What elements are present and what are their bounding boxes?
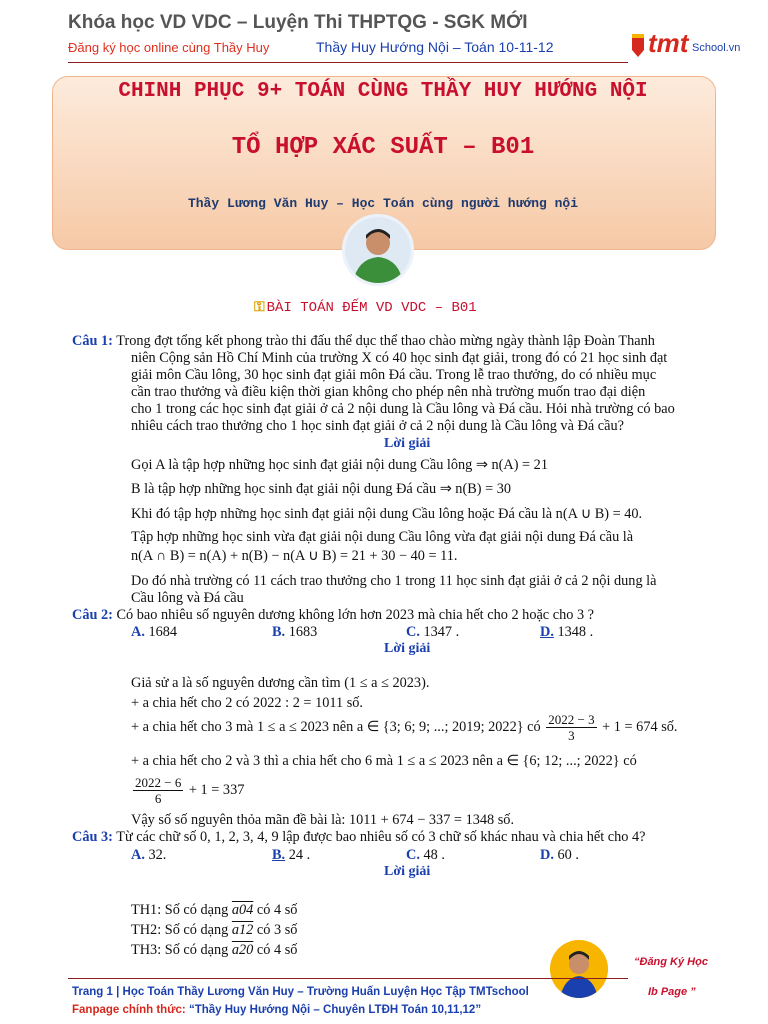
course-title: Khóa học VD VDC – Luyện Thi THPTQG - SGK MỚI [68, 12, 528, 33]
avatar-icon [345, 217, 411, 283]
header-subtitle: Thầy Huy Hướng Nội – Toán 10-11-12 [316, 39, 554, 55]
pencil-icon [628, 32, 648, 58]
q2-fraction-2: $\frac{2022 - 6}{6}$ [135, 775, 182, 806]
register-text: Đăng ký học online cùng Thầy Huy [68, 40, 270, 55]
q2-sol-3: + a chia hết cho 3 mà 1 ≤ a ≤ 2023 nên a ∈ {3; 6; 9; ...; 2019; 2022} có $\frac{2022 - 3}{3}$ + 1 = 674 số. [131, 712, 678, 743]
page-footer: Trang 1 | Học Toán Thầy Lương Văn Huy – Trường Huấn Luyện Học Tập TMTschool [72, 986, 529, 998]
q1-sol-1: Gọi A là tập hợp những học sinh đạt giải nội dung Cầu lông ⇒ n(A) = 21 [131, 457, 548, 473]
section-title-text: BÀI TOÁN ĐẾM VD VDC – B01 [266, 300, 477, 316]
logo-suffix: School.vn [692, 42, 741, 54]
q1-solution-label: Lời giải [384, 436, 431, 451]
fanpage-name[interactable]: “Thầy Huy Hướng Nội – Chuyên LTĐH Toán 10,11,12” [185, 1004, 482, 1016]
q1-sol-3: Khi đó tập hợp những học sinh đạt giải nội dung Cầu lông hoặc Đá cầu là n(A ∪ B) = 40. [131, 506, 643, 522]
q2-sol-2: + a chia hết cho 2 có 2022 : 2 = 1011 số. [131, 695, 363, 711]
q1-sol-5: n(A ∩ B) = n(A) + n(B) − n(A ∪ B) = 21 + 30 − 40 = 11. [131, 548, 458, 564]
q1-sol-7: Cầu lông và Đá cầu [131, 590, 244, 606]
q1-line-2: niên Cộng sản Hồ Chí Minh của trường X có 40 học sinh đạt giải, trong đó có 21 học sinh đạt [131, 350, 668, 366]
q1-line-6: nhiêu cách trao thưởng cho 1 học sinh đạt giải ở cả 2 nội dung là Cầu lông và Đá cầu? [131, 418, 624, 434]
q3-text: Từ các chữ số 0, 1, 2, 3, 4, 9 lập được bao nhiêu số có 3 chữ số khác nhau và chia hết cho 4? [116, 829, 646, 845]
q1-text: Trong đợt tổng kết phong trào thi đấu thể dục thể thao chào mừng ngày thành lập Đoàn Thanh [116, 333, 655, 349]
q2-text: Có bao nhiêu số nguyên dương không lớn hơn 2023 mà chia hết cho 2 hoặc cho 3 ? [116, 607, 595, 623]
q3-option-a: A. 32. [131, 847, 167, 863]
fanpage-label: Fanpage chính thức: [72, 1004, 186, 1016]
q3-case-1: TH1: Số có dạng a04 có 4 số [131, 902, 298, 918]
q1-line-5: cho 1 trong các học sinh đạt giải ở cả 2 nội dung là Cầu lông và Đá cầu. Hỏi nhà trường có bao [131, 401, 675, 417]
q3-case-3: TH3: Số có dạng a20 có 4 số [131, 942, 298, 958]
fanpage-line [72, 1004, 481, 1016]
q1-line-1 [72, 333, 655, 350]
inbox-page-cta[interactable]: Ib Page ” [648, 986, 696, 998]
teacher-avatar [342, 214, 414, 286]
q3-line [72, 829, 646, 846]
q2-solution-label: Lời giải [384, 641, 431, 656]
q3-label: Câu 3: [72, 829, 113, 845]
q2-option-d: D. 1348 . [540, 624, 594, 640]
q1-sol-2: B là tập hợp những học sinh đạt giải nội dung Đá cầu ⇒ n(B) = 30 [131, 481, 512, 497]
q2-sol-4: + a chia hết cho 2 và 3 thì a chia hết cho 6 mà 1 ≤ a ≤ 2023 nên a ∈ {6; 12; ...; 2022} có [131, 753, 637, 769]
logo-text: tmt [648, 28, 689, 58]
q1-label: Câu 1: [72, 333, 113, 349]
q1-sol-6: Do đó nhà trường có 11 cách trao thưởng cho 1 trong 11 học sinh đạt giải ở cả 2 nội dung là [131, 573, 657, 589]
q3-option-b: B. 24 . [272, 847, 311, 863]
q2-option-a: A. 1684 [131, 624, 178, 640]
header-divider [68, 62, 628, 63]
section-title [254, 300, 477, 316]
teacher-tagline: Thầy Lương Văn Huy – Học Toán cùng người hướng nội [187, 196, 579, 211]
q2-option-b: B. 1683 [272, 624, 318, 640]
q1-sol-4: Tập hợp những học sinh vừa đạt giải nội dung Cầu lông vừa đạt giải nội dung Đá cầu là [131, 529, 634, 545]
q2-sol-5: $\frac{2022 - 6}{6}$ + 1 = 337 [135, 775, 245, 806]
q1-line-3: giải môn Cầu lông, 30 học sinh đạt giải môn Đá cầu. Trong lễ trao thưởng, do có nhiều mục [131, 367, 657, 383]
tmtschool-logo [628, 28, 740, 64]
footer-divider [68, 978, 628, 979]
q2-fraction-1: $\frac{2022 - 3}{3}$ [548, 712, 595, 743]
q3-case-2: TH2: Số có dạng a12 có 3 số [131, 922, 298, 938]
q2-option-c: C. 1347 . [406, 624, 460, 640]
q1-line-4: cần trao thưởng và điều kiện thời gian không cho phép nên nhà trường muốn trao đại diện [131, 384, 646, 400]
q2-line [72, 607, 594, 624]
document-title: TỔ HỢP XÁC SUẤT – B01 [231, 134, 535, 161]
q3-solution-label: Lời giải [384, 864, 431, 879]
q2-label: Câu 2: [72, 607, 113, 623]
register-cta[interactable]: “Đăng Ký Học [634, 956, 708, 968]
q3-option-c: C. 48 . [406, 847, 445, 863]
banner-heading: CHINH PHỤC 9+ TOÁN CÙNG THẦY HUY HƯỚNG NỘI [118, 80, 648, 103]
q2-sol-1: Giả sử a là số nguyên dương cần tìm (1 ≤ a ≤ 2023). [131, 675, 430, 691]
teacher-icon [550, 940, 608, 998]
q2-sol-6: Vậy số số nguyên thỏa mãn đề bài là: 1011 + 674 − 337 = 1348 số. [131, 812, 515, 828]
q3-option-d: D. 60 . [540, 847, 579, 863]
key-icon: ⚿ [254, 300, 265, 316]
teacher-photo [550, 940, 608, 998]
